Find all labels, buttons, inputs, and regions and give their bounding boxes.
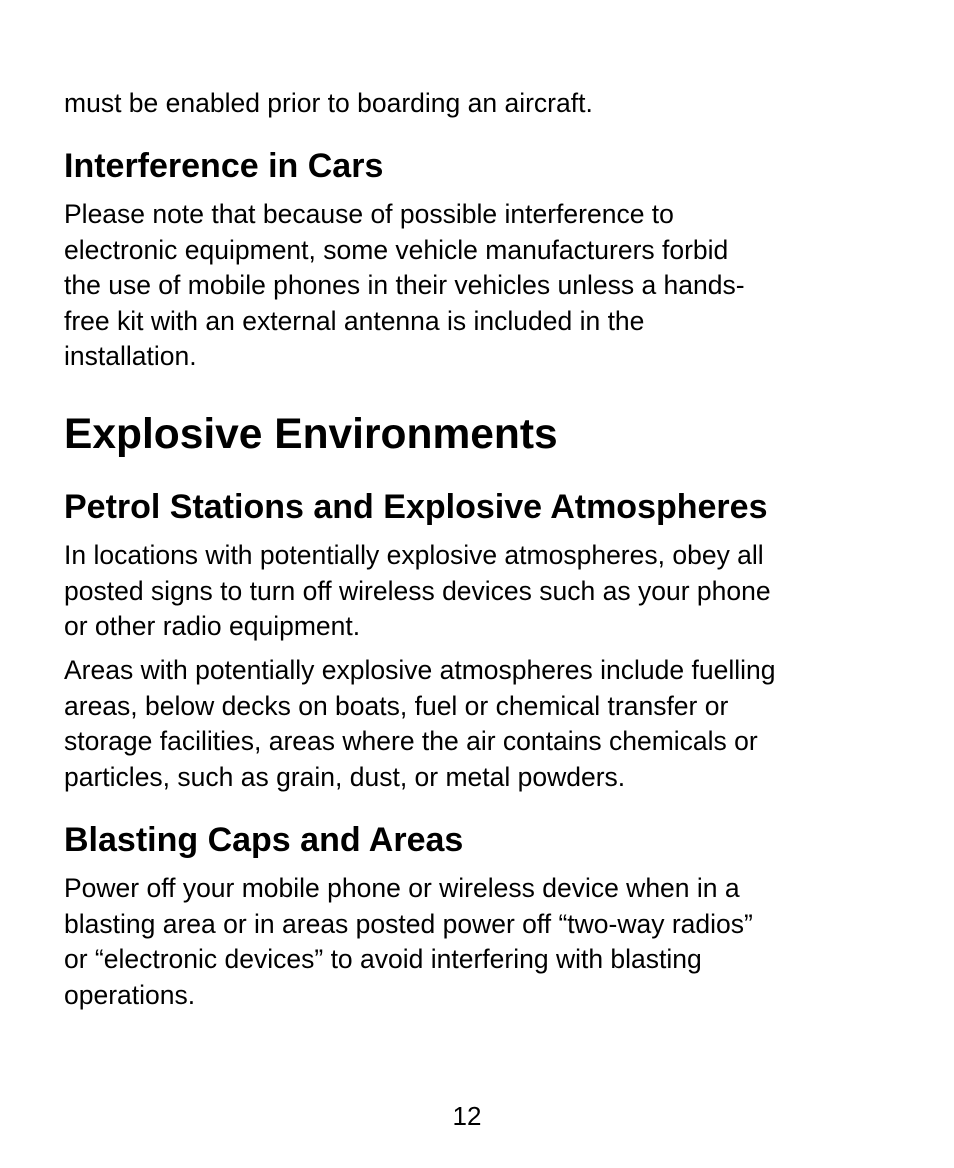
heading-blasting-caps: Blasting Caps and Areas (64, 821, 464, 859)
page-number: 12 (452, 1101, 482, 1131)
paragraph-petrol-stations-2: Areas with potentially explosive atmospheres include fuelling areas, below decks on boats, fuel or chemical transfer or storage facilities, areas where the air contains chemicals or particles, such as grain, dust, or metal powders. (64, 655, 776, 792)
heading-interference-in-cars: Interference in Cars (64, 147, 384, 185)
section-title-explosive-environments: Explosive Environments (64, 411, 558, 458)
paragraph-petrol-stations-1: In locations with potentially explosive atmospheres, obey all posted signs to turn off wireless devices such as your phone or other radio equipment. (64, 540, 771, 641)
paragraph-interference-in-cars: Please note that because of possible interference to electronic equipment, some vehicle manufacturers forbid the use of mobile phones in their vehicles unless a hands- free kit with an external antenna is included in the installation. (64, 199, 745, 371)
lead-paragraph: must be enabled prior to boarding an aircraft. (64, 88, 593, 118)
heading-petrol-stations: Petrol Stations and Explosive Atmospheres (64, 488, 768, 526)
paragraph-blasting-caps: Power off your mobile phone or wireless device when in a blasting area or in areas posted power off “two-way radios” or “electronic devices” to avoid interfering with blasting operations. (64, 873, 753, 1010)
